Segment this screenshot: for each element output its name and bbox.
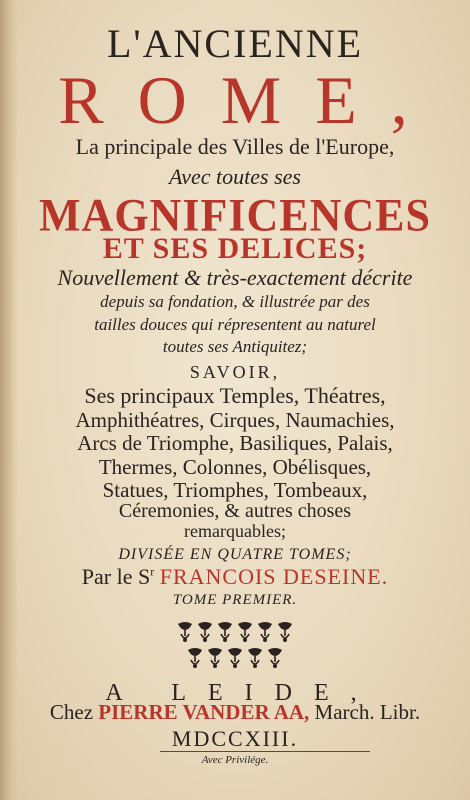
fleuron-icon (198, 622, 212, 642)
contents-line-5: Statues, Triomphes, Tombeaux, (102, 478, 368, 502)
imprint-year: MDCCXIII. (171, 726, 299, 751)
fleuron-icon (228, 648, 242, 668)
title-magnificences: MAGNIFICENCES (39, 189, 431, 242)
contents-line-2: Amphithéatres, Cirques, Naumachies, (75, 408, 395, 432)
author-prefix-sup: r (150, 564, 155, 579)
contents-line-4: Thermes, Colonnes, Obélisques, (98, 455, 372, 479)
fleuron-icon (268, 648, 282, 668)
description-line-4: toutes ses Antiquitez; (162, 337, 308, 356)
fleuron-icon (248, 648, 262, 668)
division-line: DIVISÉE EN QUATRE TOMES; (118, 546, 352, 563)
description-line-1: Nouvellement & très-exactement décrite (57, 265, 413, 290)
subtitle-avec: Avec toutes ses (169, 164, 301, 189)
author-prefix: Par le S (81, 564, 151, 589)
contents-line-6: Céremonies, & autres choses (118, 500, 352, 522)
description-line-3: tailles douces qui répresentent au naturel (94, 315, 376, 334)
fleuron-icon (218, 622, 232, 642)
contents-line-1: Ses principaux Temples, Théatres, (84, 383, 386, 408)
imprint-rule (160, 751, 370, 752)
title-line-rome: ROME, (58, 62, 442, 138)
fleuron-icon (188, 648, 202, 668)
imprint-place: A LEIDE, (105, 680, 379, 706)
author-name: FRANCOIS DESEINE. (159, 564, 389, 589)
imprint-printer-line (0, 700, 470, 725)
subtitle-principale: La principale des Villes de l'Europe, (75, 134, 395, 159)
imprint-chez: Chez (49, 700, 94, 724)
volume-line: TOME PREMIER. (172, 592, 298, 608)
description-line-2: depuis sa fondation, & illustrée par des (100, 292, 370, 311)
imprint-printer: PIERRE VANDER AA, (98, 700, 310, 724)
imprint-role: March. Libr. (314, 700, 421, 724)
fleuron-icon (278, 622, 292, 642)
title-line-ancienne: L'ANCIENNE (106, 21, 364, 66)
fleuron-row-1 (0, 620, 470, 644)
contents-line-7: remarquables; (184, 521, 286, 541)
fleuron-icon (258, 622, 272, 642)
contents-heading: SAVOIR, (189, 362, 281, 382)
author-line (0, 564, 470, 590)
fleuron-icon (178, 622, 192, 642)
imprint-privilege: Avec Privilége. (201, 754, 269, 766)
title-delices: ET SES DELICES; (102, 232, 368, 265)
contents-line-3: Arcs de Triomphe, Basiliques, Palais, (77, 431, 393, 455)
fleuron-icon (208, 648, 222, 668)
fleuron-icon (238, 622, 252, 642)
fleuron-row-2 (0, 646, 470, 670)
